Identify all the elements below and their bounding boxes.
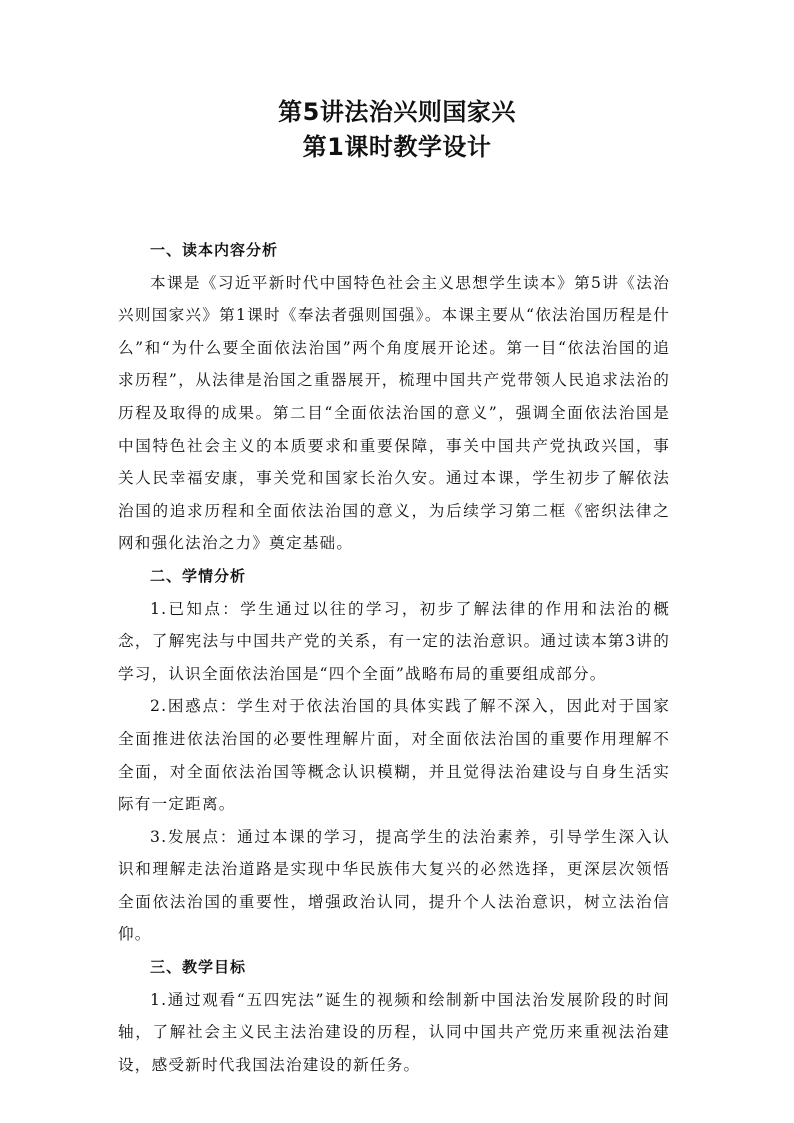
section-heading-content-analysis: 一、读本内容分析 [150, 241, 279, 259]
document-body [118, 234, 670, 1081]
paragraph-goal-1: 1.通过观看“五四宪法”诞生的视频和绘制新中国法治发展阶段的时间轴，了解社会主义民主法治建设的历程，认同中国共产党历来重视法治建设，感受新时代我国法治建设的新任务。 [118, 990, 670, 1074]
document-title: 第5讲法治兴则国家兴 [278, 98, 516, 126]
paragraph-confusion-points: 2.困惑点：学生对于依法治国的具体实践了解不深入，因此对于国家全面推进依法治国的必要性理解片面，对全面依法治国的重要作用理解不全面，对全面依法治国等概念认识模糊，并且觉得法治建设与自身生活实际有一定距离。 [118, 697, 670, 814]
paragraph-development-points: 3.发展点：通过本课的学习，提高学生的法治素养，引导学生深入认识和理解走法治道路是实现中华民族伟大复兴的必然选择，更深层次领悟全面依法治国的重要性，增强政治认同，提升个人法治意识，树立法治信仰。 [118, 827, 670, 944]
paragraph-known-points: 1.已知点：学生通过以往的学习，初步了解法律的作用和法治的概念，了解宪法与中国共产党的关系，有一定的法治意识。通过读本第3讲的学习，认识全面依法治国是“四个全面”战略布局的重要组成部分。 [118, 599, 670, 683]
paragraph-content-analysis: 本课是《习近平新时代中国特色社会主义思想学生读本》第5讲《法治兴则国家兴》第1课时《奉法者强则国强》。本课主要从“依法治国历程是什么”和“为什么要全面依法治国”两个角度展开论述。第一目“依法治国的追求历程”，从法律是治国之重器展开，梳理中国共产党带领人民追求法治的历程及取得的成果。第二目“全面依法治国的意义”，强调全面依法治国是中国特色社会主义的本质要求和重要保障，事关中国共产党执政兴国，事关人民幸福安康，事关党和国家长治久安。通过本课，学生初步了解依法治国的追求历程和全面依法治国的意义，为后续学习第二框《密织法律之网和强化法治之力》奠定基础。 [118, 273, 670, 553]
section-heading-teaching-goals: 三、教学目标 [150, 958, 247, 977]
document-subtitle: 第1课时教学设计 [302, 133, 492, 161]
section-heading-student-analysis: 二、学情分析 [150, 566, 247, 585]
